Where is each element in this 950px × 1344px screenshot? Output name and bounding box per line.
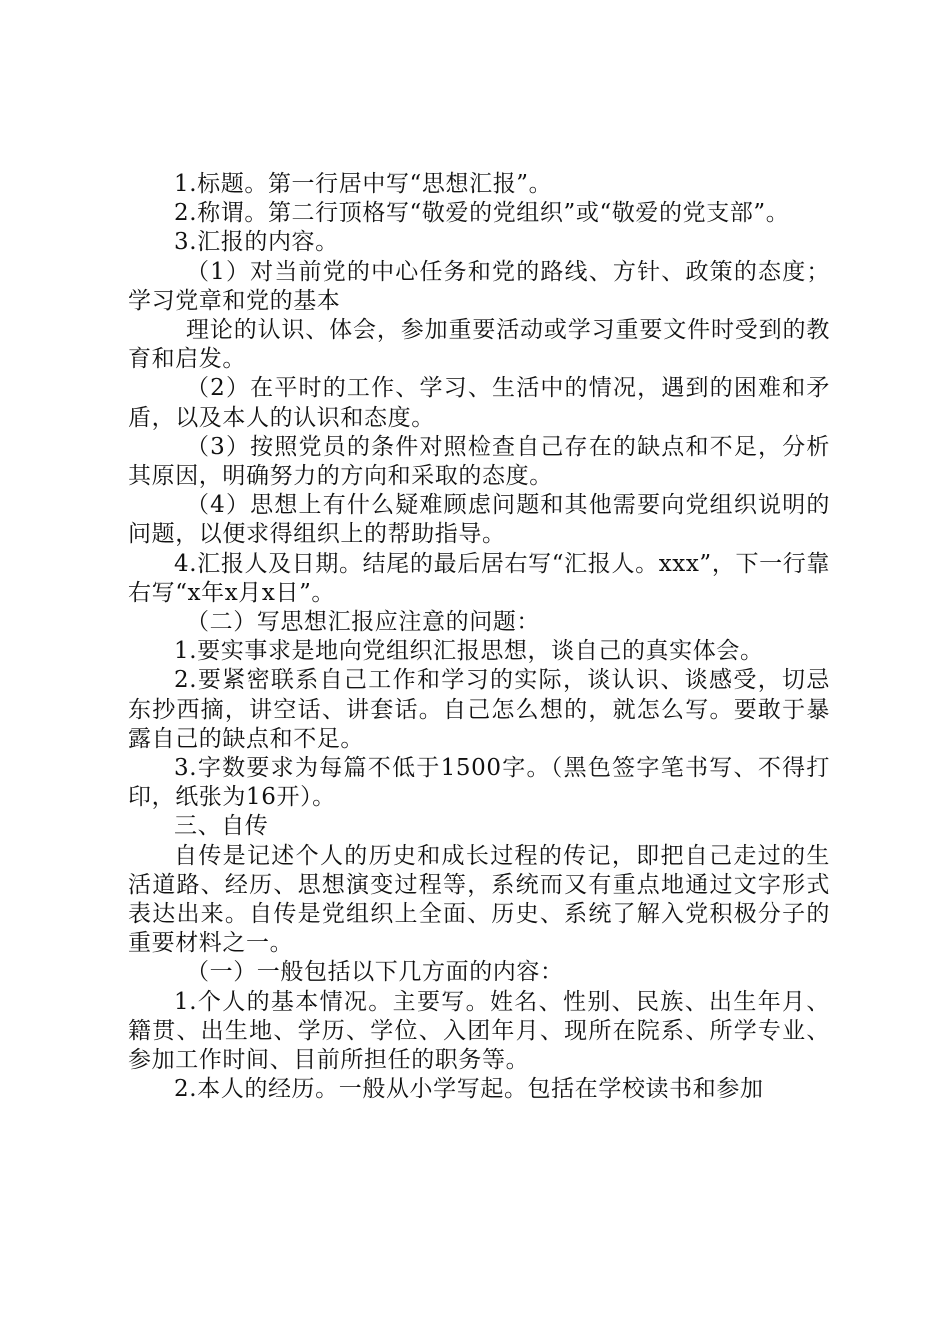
paragraph-content-item-3: （3）按照党员的条件对照检查自己存在的缺点和不足，分析其原因，明确努力的方向和采取的态度。 [128, 433, 830, 490]
section-heading-notes: （二）写思想汇报应注意的问题： [186, 609, 540, 636]
paragraph-report-content: 3.汇报的内容。 [174, 229, 339, 256]
paragraph-basic-info: 1.个人的基本情况。主要写。姓名、性别、民族、出生年月、籍贯、出生地、学历、学位、入团年月、现所在院系、所学专业、参加工作时间、目前所担任的职务等。 [128, 988, 830, 1074]
paragraph-note-1: 1.要实事求是地向党组织汇报思想，谈自己的真实体会。 [174, 638, 764, 665]
document-body [128, 170, 830, 1105]
paragraph-title-format: 1.标题。第一行居中写“思想汇报”。 [174, 171, 553, 197]
section-heading-autobiography: 三、自传 [174, 813, 269, 840]
paragraph-note-3: 3.字数要求为每篇不低于1500字。（黑色签字笔书写、不得打印，纸张为16开）。 [128, 755, 830, 811]
paragraph-content-item-1: （1）对当前党的中心任务和党的路线、方针、政策的态度；学习党章和党的基本 [128, 258, 830, 314]
paragraph-autobiography-intro: 自传是记述个人的历史和成长过程的传记，即把自己走过的生活道路、经历、思想演变过程等，系统而又有重点地通过文字形式表达出来。自传是党组织上全面、历史、系统了解入党积极分子的重要材料之一。 [128, 842, 830, 957]
paragraph-content-item-1-cont: 理论的认识、体会，参加重要活动或学习重要文件时受到的教育和启发。 [128, 317, 830, 373]
paragraph-reporter-date: 4.汇报人及日期。结尾的最后居右写“汇报人。xxx”，下一行靠右写“x年x月x日”。 [128, 550, 830, 606]
section-heading-contents: （一）一般包括以下几方面的内容： [186, 959, 564, 986]
paragraph-personal-history: 2.本人的经历。一般从小学写起。包括在学校读书和参加 [174, 1076, 764, 1103]
paragraph-content-item-4: （4）思想上有什么疑难顾虑问题和其他需要向党组织说明的问题，以便求得组织上的帮助指导。 [128, 492, 830, 548]
paragraph-salutation: 2.称谓。第二行顶格写“敬爱的党组织”或“敬爱的党支部”。 [174, 200, 790, 227]
paragraph-note-2: 2.要紧密联系自己工作和学习的实际，谈认识、谈感受，切忌东抄西摘，讲空话、讲套话。自己怎么想的，就怎么写。要敢于暴露自己的缺点和不足。 [128, 667, 830, 752]
paragraph-content-item-2: （2）在平时的工作、学习、生活中的情况，遇到的困难和矛盾，以及本人的认识和态度。 [128, 375, 830, 431]
